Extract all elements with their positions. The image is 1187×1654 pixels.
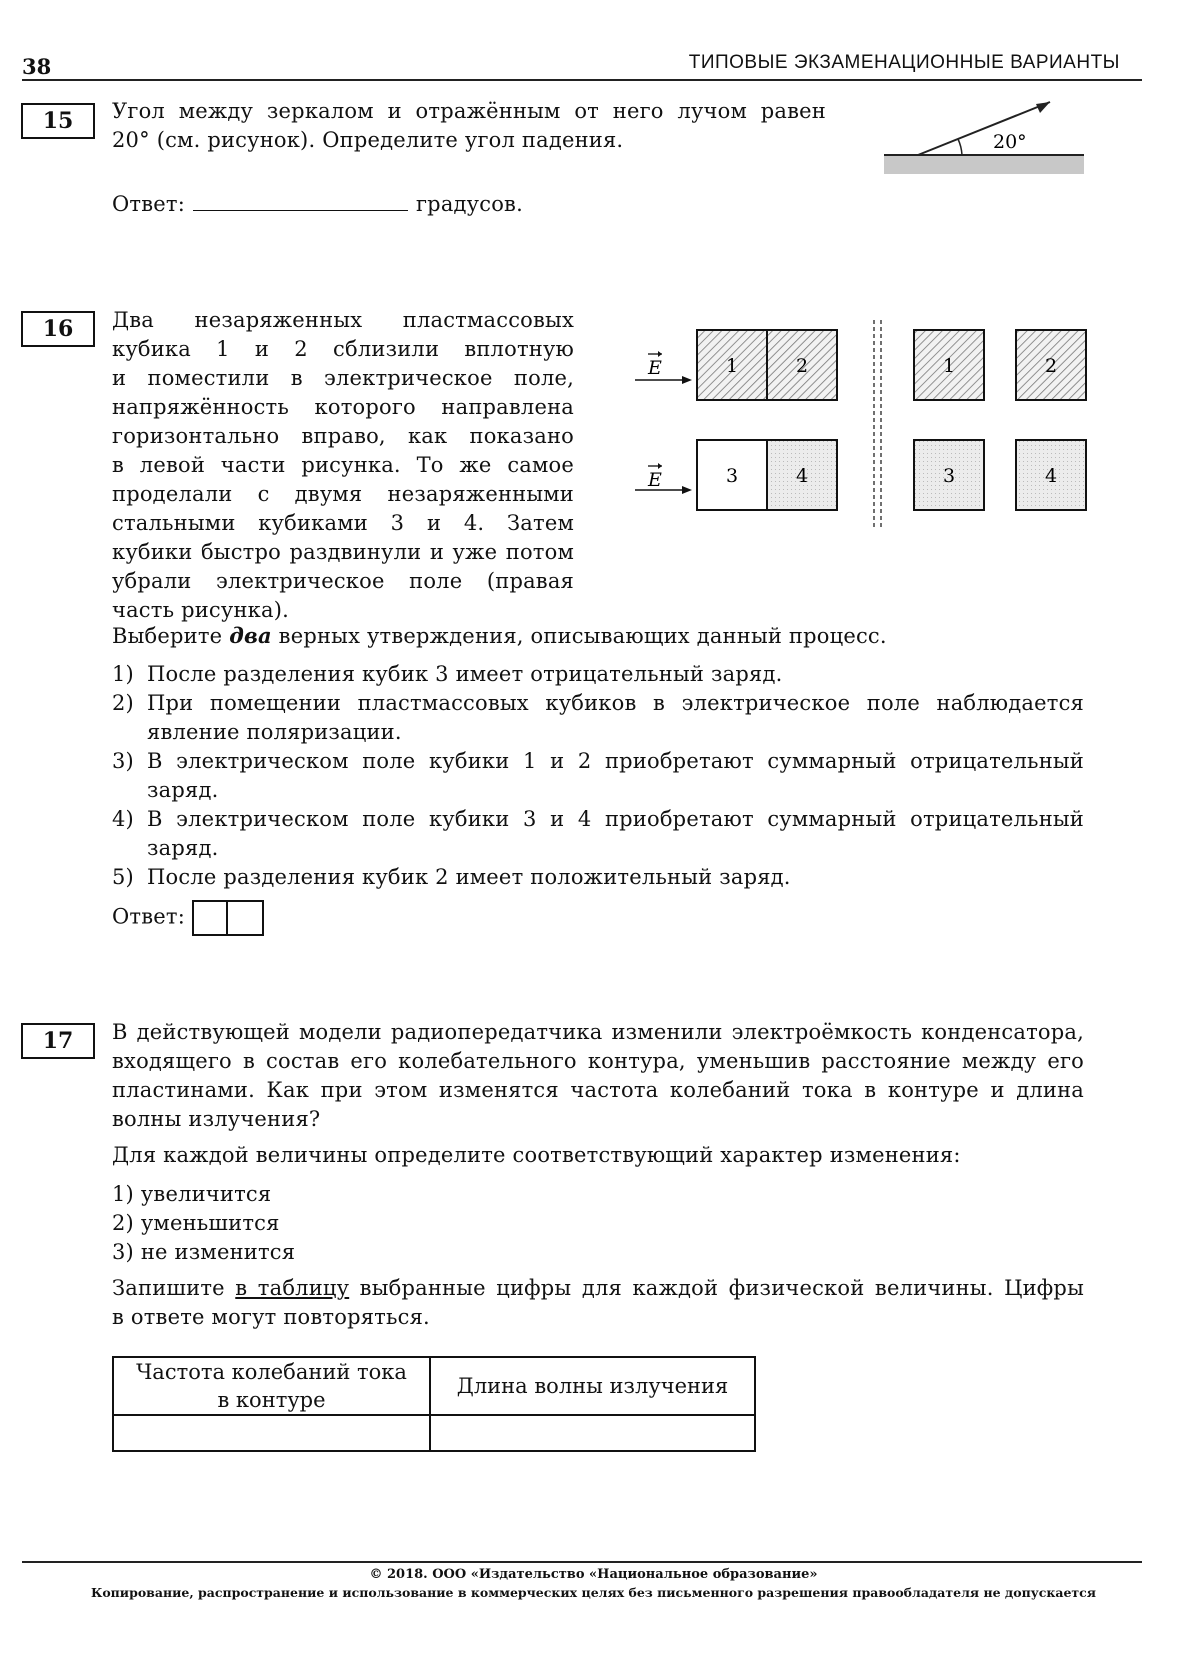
option-text: увеличится bbox=[140, 1182, 272, 1206]
q16-line: часть рисунка). bbox=[112, 598, 289, 622]
option-text: В электрическом поле кубики 3 и 4 приобретают суммарный отрицательный bbox=[147, 807, 1084, 831]
mirror-surface bbox=[884, 156, 1084, 174]
q16-line: кубика 1 и 2 сблизили вплотную bbox=[112, 337, 574, 361]
q16-option bbox=[112, 747, 1084, 805]
q16-line: проделали с двумя незаряженными bbox=[112, 482, 574, 506]
q16-line: и поместили в электрическое поле, bbox=[112, 366, 574, 390]
option-number: 3) bbox=[112, 749, 134, 773]
q17-line: пластинами. Как при этом изменятся частота колебаний тока в контуре и длина bbox=[112, 1078, 1084, 1102]
q16-option bbox=[112, 863, 1084, 892]
q16-options-list bbox=[112, 660, 1084, 892]
cubes-figure bbox=[630, 320, 1100, 530]
q17-line: В действующей модели радиопередатчика изменили электроёмкость конденсатора, bbox=[112, 1020, 1084, 1044]
option-text: заряд. bbox=[147, 778, 219, 802]
cube-2-label: 2 bbox=[1044, 355, 1058, 377]
q17-line: входящего в состав его колебательного контура, уменьшив расстояние между его bbox=[112, 1049, 1084, 1073]
question-number-17: 17 bbox=[21, 1023, 95, 1059]
q17-instruction: Для каждой величины определите соответствующий характер изменения: bbox=[112, 1143, 961, 1167]
table-answer-row bbox=[113, 1415, 755, 1451]
ray-arrowhead-icon bbox=[1036, 102, 1050, 113]
header-line: Длина волны излучения bbox=[456, 1374, 729, 1398]
write-line-1 bbox=[112, 1274, 1084, 1303]
q15-answer-row bbox=[112, 190, 523, 219]
q17-options-list bbox=[112, 1180, 295, 1267]
question-number-16: 16 bbox=[21, 311, 95, 347]
field-arrowhead-icon bbox=[682, 486, 692, 494]
option-text: явление поляризации. bbox=[147, 720, 402, 744]
table-header-row bbox=[113, 1357, 755, 1415]
footer-copyright: © 2018. ООО «Издательство «Национальное образование» bbox=[369, 1567, 818, 1582]
cube-3-label: 3 bbox=[725, 465, 739, 487]
q16-line: кубики быстро раздвинули и уже потом bbox=[112, 540, 574, 564]
cube-1-label: 1 bbox=[942, 355, 956, 377]
cube-1-label: 1 bbox=[725, 355, 739, 377]
footer-divider bbox=[22, 1561, 1142, 1563]
option-number: 2) bbox=[112, 691, 134, 715]
question-15-text bbox=[112, 97, 826, 155]
q15-answer-label: Ответ: bbox=[112, 192, 185, 216]
angle-arc bbox=[958, 139, 962, 155]
option-text: заряд. bbox=[147, 836, 219, 860]
choose-prefix: Выберите bbox=[112, 624, 230, 648]
q17-write-instruction bbox=[112, 1274, 1084, 1332]
q16-answer-label: Ответ: bbox=[112, 904, 185, 929]
option-text: При помещении пластмассовых кубиков в электрическое поле наблюдается bbox=[147, 691, 1084, 715]
option-text: уменьшится bbox=[140, 1211, 280, 1235]
option-text: После разделения кубик 3 имеет отрицательный заряд. bbox=[147, 662, 783, 686]
q16-line: в левой части рисунка. То же самое bbox=[112, 453, 574, 477]
cube-4-label: 4 bbox=[795, 465, 809, 487]
field-label-top: E bbox=[648, 357, 662, 379]
option-text: После разделения кубик 2 имеет положительный заряд. bbox=[147, 865, 791, 889]
write-underlined: в таблицу bbox=[235, 1276, 350, 1300]
q17-option bbox=[112, 1180, 295, 1209]
answer-cell-frequency[interactable] bbox=[113, 1415, 430, 1451]
angle-label: 20° bbox=[993, 131, 1027, 153]
field-label-bottom: E bbox=[648, 469, 662, 491]
page-number: 38 bbox=[22, 54, 52, 79]
q16-option bbox=[112, 805, 1084, 863]
q15-answer-unit: градусов. bbox=[415, 192, 523, 216]
q16-line: стальными кубиками 3 и 4. Затем bbox=[112, 511, 574, 535]
cube-4-label: 4 bbox=[1044, 465, 1058, 487]
question-number-15: 15 bbox=[21, 103, 95, 139]
header-divider bbox=[22, 79, 1142, 81]
option-number: 5) bbox=[112, 865, 134, 889]
q16-choose-instruction bbox=[112, 621, 887, 651]
write-prefix: Запишите bbox=[112, 1276, 236, 1300]
q15-line-2: 20° (см. рисунок). Определите угол падения. bbox=[112, 128, 624, 152]
field-arrowhead-icon bbox=[682, 376, 692, 384]
q15-line-1: Угол между зеркалом и отражённым от него лучом равен bbox=[112, 99, 826, 123]
option-number: 2) bbox=[112, 1211, 134, 1235]
footer-notice: Копирование, распространение и использование в коммерческих целях без письменного разрешения правообладателя не допускается bbox=[90, 1585, 1097, 1600]
option-number: 4) bbox=[112, 807, 134, 831]
write-suffix: выбранные цифры для каждой физической величины. Цифры bbox=[349, 1276, 1084, 1300]
write-line-2: в ответе могут повторяться. bbox=[112, 1305, 430, 1329]
q16-option bbox=[112, 660, 1084, 689]
mirror-reflection-figure bbox=[880, 94, 1090, 180]
question-17-text bbox=[112, 1018, 1084, 1134]
option-number: 3) bbox=[112, 1240, 134, 1264]
answer-cell-wavelength[interactable] bbox=[430, 1415, 755, 1451]
q16-answer-row bbox=[112, 900, 264, 936]
q16-line: Два незаряженных пластмассовых bbox=[112, 308, 574, 332]
cube-3-label: 3 bbox=[942, 465, 956, 487]
q17-line: волны излучения? bbox=[112, 1107, 321, 1131]
question-16-text bbox=[112, 306, 574, 625]
option-text: не изменится bbox=[140, 1240, 296, 1264]
option-text: В электрическом поле кубики 1 и 2 приобретают суммарный отрицательный bbox=[147, 749, 1084, 773]
option-number: 1) bbox=[112, 662, 134, 686]
header-line: Частота колебаний тока bbox=[136, 1360, 407, 1384]
q16-option bbox=[112, 689, 1084, 747]
q16-line: убрали электрическое поле (правая bbox=[112, 569, 574, 593]
q17-option bbox=[112, 1209, 295, 1238]
q17-answer-table bbox=[112, 1356, 756, 1452]
q17-option bbox=[112, 1238, 295, 1267]
table-header-frequency bbox=[113, 1357, 430, 1415]
cube-2-label: 2 bbox=[795, 355, 809, 377]
q16-answer-cell-2[interactable] bbox=[228, 900, 264, 936]
choose-emph: два bbox=[229, 623, 272, 648]
q16-line: напряжённость которого направлена bbox=[112, 395, 574, 419]
header-line: в контуре bbox=[217, 1388, 326, 1412]
q16-line: горизонтально вправо, как показано bbox=[112, 424, 574, 448]
choose-suffix: верных утверждения, описывающих данный процесс. bbox=[271, 624, 887, 648]
table-header-wavelength bbox=[430, 1357, 755, 1415]
running-title: ТИПОВЫЕ ЭКЗАМЕНАЦИОННЫЕ ВАРИАНТЫ bbox=[688, 52, 1120, 73]
q15-answer-field[interactable] bbox=[193, 192, 408, 211]
option-number: 1) bbox=[112, 1182, 134, 1206]
reflected-ray bbox=[918, 102, 1050, 155]
q16-answer-cell-1[interactable] bbox=[192, 900, 228, 936]
